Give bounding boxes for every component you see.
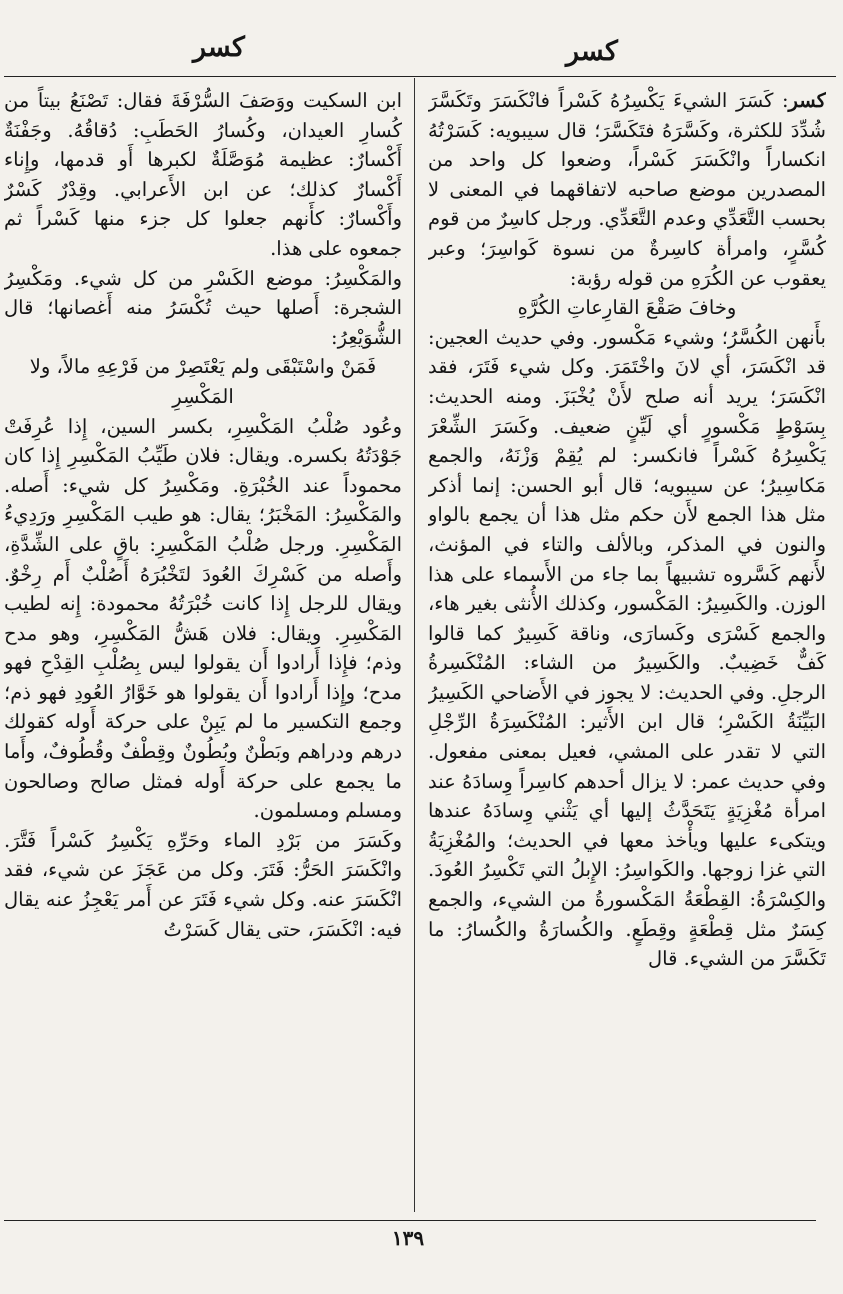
footer-rule (4, 1220, 816, 1221)
right-column (428, 86, 826, 1210)
entry-paragraph: ابن السكيت ووَصَفَ السُّرْفَةَ فقال: تَصْنَعُ بيتاً من كُسارِ العيدان، وكُسارُ الحَطَبِ: دُقاقُهُ. وجَفْنَةٌ أَكْسارٌ: عظيمة مُوَصَّلَةٌ لكبرها أَو قدمها، وإِناء أَكْسارٌ كذلك؛ عن ابن الأَعرابي. وقِدْرٌ كَسْرٌ وأَكْسارٌ: كأَنهم جعلوا كل جزء منها كَسْراً ثم جمعوه على هذا. (4, 89, 402, 260)
entry-paragraph: والمَكْسِرُ: موضع الكَسْرِ من كل شيء. ومَكْسِرُ الشجرة: أَصلها حيث تُكْسَرُ منه أَغصانها؛ قال الشُّوَيْعِرُ: (4, 266, 402, 349)
column-divider (414, 78, 415, 1212)
right-column-header: كسر (566, 36, 618, 67)
page-number: ١٣٩ (391, 1226, 425, 1250)
left-column-header: كسر (193, 32, 245, 63)
verse-line: فَمَنْ واسْتَبْقَى ولم يَعْتَصِرْ من فَرْعِهِ مالاً، ولا المَكْسِرِ (29, 355, 377, 408)
entry-headword: كسر (788, 89, 826, 112)
entry-paragraph (428, 86, 826, 293)
verse-line: وخافَ صَقْعَ القارِعاتِ الكُرَّهِ (517, 296, 737, 320)
entry-paragraph: وكَسَرَ من بَرْدِ الماء وحَرِّهِ يَكْسِرُ كَسْراً فَتَّرَ. وانْكَسَرَ الحَرُّ: فَتَرَ. وكل من عَجَزَ عن شيء، فقد انْكَسَرَ عنه. وكل شيء فَتَرَ عن أَمر يَعْجِزُ عنه يقال فيه: انْكَسَرَ، حتى يقال كَسَرْتُ (4, 828, 402, 941)
header-rule (4, 76, 836, 77)
entry-text: : كَسَرَ الشيءَ يَكْسِرُهُ كَسْراً فانْكَسَرَ وتَكَسَّرَ شُدِّدَ للكثرة، وكَسَّرَهُ فتَكَسَّرَ؛ قال سيبويه: كَسَرْتُهُ انكساراً وانْكَسَرَ كَسْراً، وضعوا كل واحد من المصدرين موضع صاحبه لاتفاقهما في المعنى لا بحسب التَّعَدِّي وعدم التَّعَدِّي. ورجل كاسِرٌ من قوم كُسَّرٍ، وامرأة كاسِرةٌ من نسوة كَواسِرَ؛ وعبر يعقوب عن الكُرَهِ من قوله رؤبة: (428, 89, 826, 290)
left-column (4, 86, 402, 1210)
entry-paragraph: وعُود صُلْبُ المَكْسِرِ، بكسر السين، إِذا عُرِفَتْ جَوْدَتُهُ بكسره. ويقال: فلان طَيِّبُ المَكْسِرِ إِذا كان محموداً عند الخُبْرَةِ. ومَكْسِرُ كل شيء: أَصله. والمَكْسِرُ: المَخْبَرُ؛ يقال: هو طيب المَكْسِرِ ورَدِيءُ المَكْسِرِ. ورجل صُلْبُ المَكْسِرِ: باقٍ على الشِّدَّةِ، وأَصله من كَسْرِكَ العُودَ لتَخْبُرَهُ أَصُلْبٌ أَم رِخْوٌ. ويقال للرجل إِذا كانت خُبْرَتُهُ محمودة: إِنه لطيب المَكْسِرِ. ويقال: فلان هَشُّ المَكْسِرِ، وهو مدح وذم؛ فإِذا أَرادوا أَن يقولوا ليس بِصُلْبِ القِدْحِ فهو مدح؛ وإِذا أَرادوا أَن يقولوا هو خَوَّارُ العُودِ فهو ذم؛ وجمع التكسير ما لم يَبِنْ على حركة أَوله كقولك درهم ودراهم وبَطْنٌ وبُطُونٌ وقِطْفٌ وقُطُوفٌ، وأَما ما يجمع على حركة أَوله فمثل صالح وصالحون ومسلم ومسلمون. (4, 414, 402, 823)
entry-paragraph: بأَنهن الكُسَّرُ؛ وشيء مَكْسور. وفي حديث العجين: قد انْكَسَرَ، أي لانَ واخْتَمَرَ. وكل شيء فَتَرَ، فقد انْكَسَرَ؛ يريد أنه صلح لأَنْ يُخْبَزَ. ومنه الحديث: بِسَوْطٍ مَكْسورٍ أي لَيِّنٍ ضعيف. وكَسَرَ الشِّعْرَ يَكْسِرُهُ كَسْراً فانكسر: لم يُقِمْ وَزْنَهُ، والجمع مَكاسِيرُ؛ عن سيبويه؛ قال أبو الحسن: إنما أذكر مثل هذا الجمع لأَن حكم مثل هذا أن يجمع بالواو والنون في المذكر، وبالألف والتاء في المؤنث، لأَنهم كَسَّروه تشبيهاً بما جاء من الأَسماء على هذا الوزن. والكَسِيرُ: المَكْسور، وكذلك الأُنثى بغير هاء، والجمع كَسْرَى وكَسارَى، وناقة كَسِيرٌ كما قالوا كَفٌّ خَضِيبٌ. والكَسِيرُ من الشاء: المُنْكَسِرةُ الرجلِ. وفي الحديث: لا يجوز في الأَضاحي الكَسِيرُ البَيِّنَةُ الكَسْرِ؛ قال ابن الأَثير: المُنْكَسِرَةُ الرِّجْلِ التي لا تقدر على المشي، فعيل بمعنى مفعول. وفي حديث عمر: لا يزال أحدهم كاسِراً وِسادَهُ عند امرأة مُغْزِيَةٍ يَتَحَدَّثُ إليها أي يَثْني وِسادَهُ عندها ويتكىء عليها ويأْخذ معها في الحديث؛ والمُغْزِيَةُ التي غزا زوجها. والكَواسِرُ: الإِبلُ التي تَكْسِرُ العُودَ. والكِسْرَةُ: القِطْعَةُ المَكْسورةُ من الشيء، والجمع كِسَرٌ مثل قِطْعَةٍ وقِطَعٍ. والكُسارَةُ والكُسارُ: ما تَكَسَّرَ من الشيء. قال (428, 325, 826, 971)
